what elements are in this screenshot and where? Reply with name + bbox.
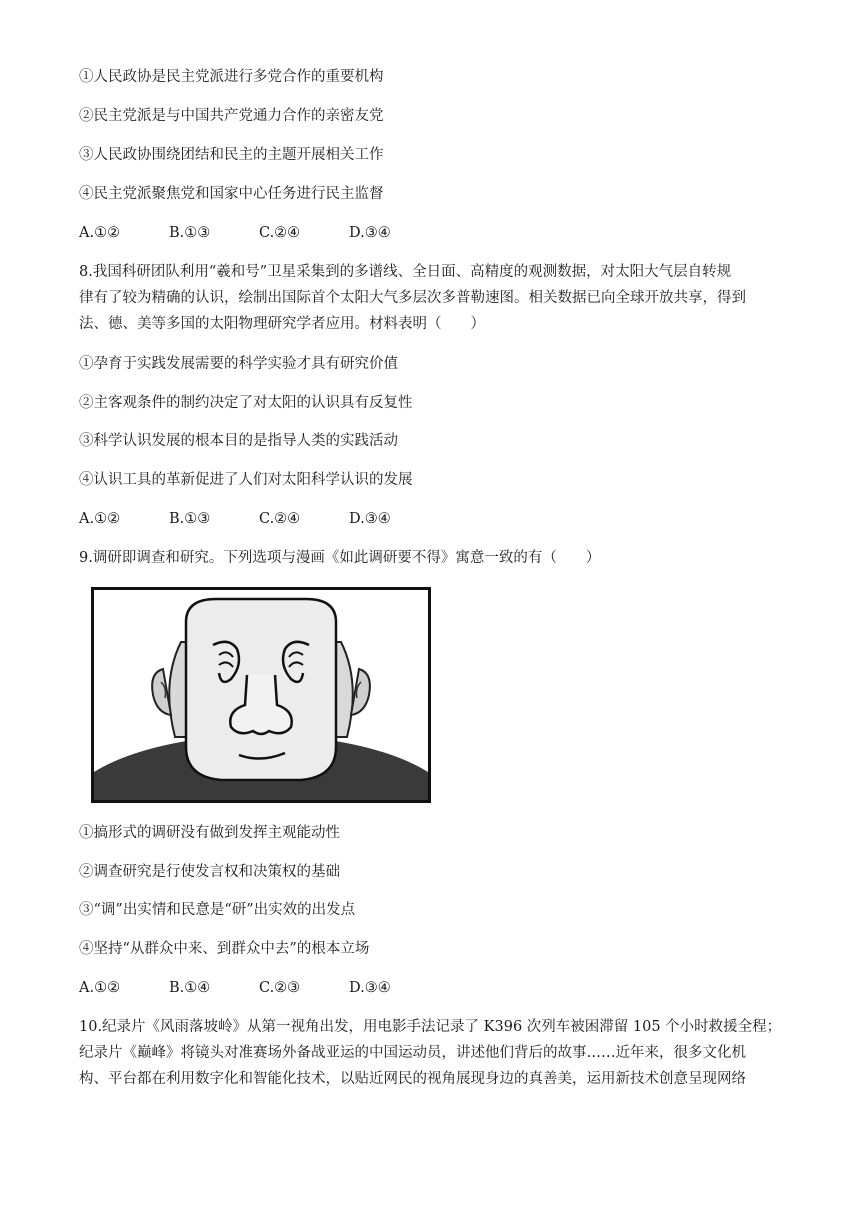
q8-item-3: ③科学认识发展的根本目的是指导人类的实践活动 bbox=[79, 433, 398, 449]
q9-item-4: ④坚持“从群众中来、到群众中去”的根本立场 bbox=[79, 941, 370, 957]
q8-option-b: B.①③ bbox=[169, 511, 211, 527]
q8-item-4: ④认识工具的革新促进了人们对太阳科学认识的发展 bbox=[79, 472, 413, 488]
q7-option-c: C.②④ bbox=[259, 225, 301, 241]
q7-item-3: ③人民政协围绕团结和民主的主题开展相关工作 bbox=[79, 147, 384, 163]
q9-item-3: ③“调”出实情和民意是“研”出实效的出发点 bbox=[79, 902, 356, 918]
q8-stem-line-2: 律有了较为精确的认识，绘制出国际首个太阳大气多层次多普勒速图。相关数据已向全球开放共享，得到 bbox=[79, 290, 746, 306]
cartoon-image bbox=[91, 587, 431, 803]
q10-stem-line-3: 构、平台都在利用数字化和智能化技术，以贴近网民的视角展现身边的真善美，运用新技术创意呈现网络 bbox=[79, 1071, 746, 1087]
q10-stem-line-2: 纪录片《巅峰》将镜头对准赛场外备战亚运的中国运动员，讲述他们背后的故事……近年来，很多文化机 bbox=[79, 1045, 746, 1061]
q8-item-1: ①孕育于实践发展需要的科学实验才具有研究价值 bbox=[79, 356, 398, 372]
q9-options bbox=[79, 978, 439, 998]
q8-option-a: A.①② bbox=[79, 511, 121, 527]
q7-options bbox=[79, 223, 439, 243]
q8-option-d: D.③④ bbox=[349, 511, 391, 527]
q8-option-c: C.②④ bbox=[259, 511, 301, 527]
q8-stem-line-1: 8.我国科研团队利用“羲和号”卫星采集到的多谱线、全日面、高精度的观测数据，对太阳大气层自转规 bbox=[79, 264, 732, 280]
q9-item-2: ②调查研究是行使发言权和决策权的基础 bbox=[79, 864, 340, 880]
q9-option-b: B.①④ bbox=[169, 980, 211, 996]
q8-item-2: ②主客观条件的制约决定了对太阳的认识具有反复性 bbox=[79, 395, 413, 411]
q7-option-a: A.①② bbox=[79, 225, 121, 241]
q7-item-4: ④民主党派聚焦党和国家中心任务进行民主监督 bbox=[79, 186, 384, 202]
q9-option-d: D.③④ bbox=[349, 980, 391, 996]
q9-option-c: C.②③ bbox=[259, 980, 301, 996]
q7-item-1: ①人民政协是民主党派进行多党合作的重要机构 bbox=[79, 69, 384, 85]
q8-options bbox=[79, 509, 439, 529]
q9-option-a: A.①② bbox=[79, 980, 121, 996]
q9-item-1: ①搞形式的调研没有做到发挥主观能动性 bbox=[79, 825, 340, 841]
q10-stem-line-1: 10.纪录片《风雨落坡岭》从第一视角出发，用电影手法记录了 K396 次列车被困滞留 105 个小时救援全程； bbox=[79, 1019, 782, 1035]
q9-stem: 9.调研即调查和研究。下列选项与漫画《如此调研要不得》寓意一致的有（ ） bbox=[79, 550, 601, 566]
q7-option-d: D.③④ bbox=[349, 225, 391, 241]
q8-stem-line-3: 法、德、美等多国的太阳物理研究学者应用。材料表明（ ） bbox=[79, 316, 485, 332]
q7-option-b: B.①③ bbox=[169, 225, 211, 241]
q7-item-2: ②民主党派是与中国共产党通力合作的亲密友党 bbox=[79, 108, 384, 124]
